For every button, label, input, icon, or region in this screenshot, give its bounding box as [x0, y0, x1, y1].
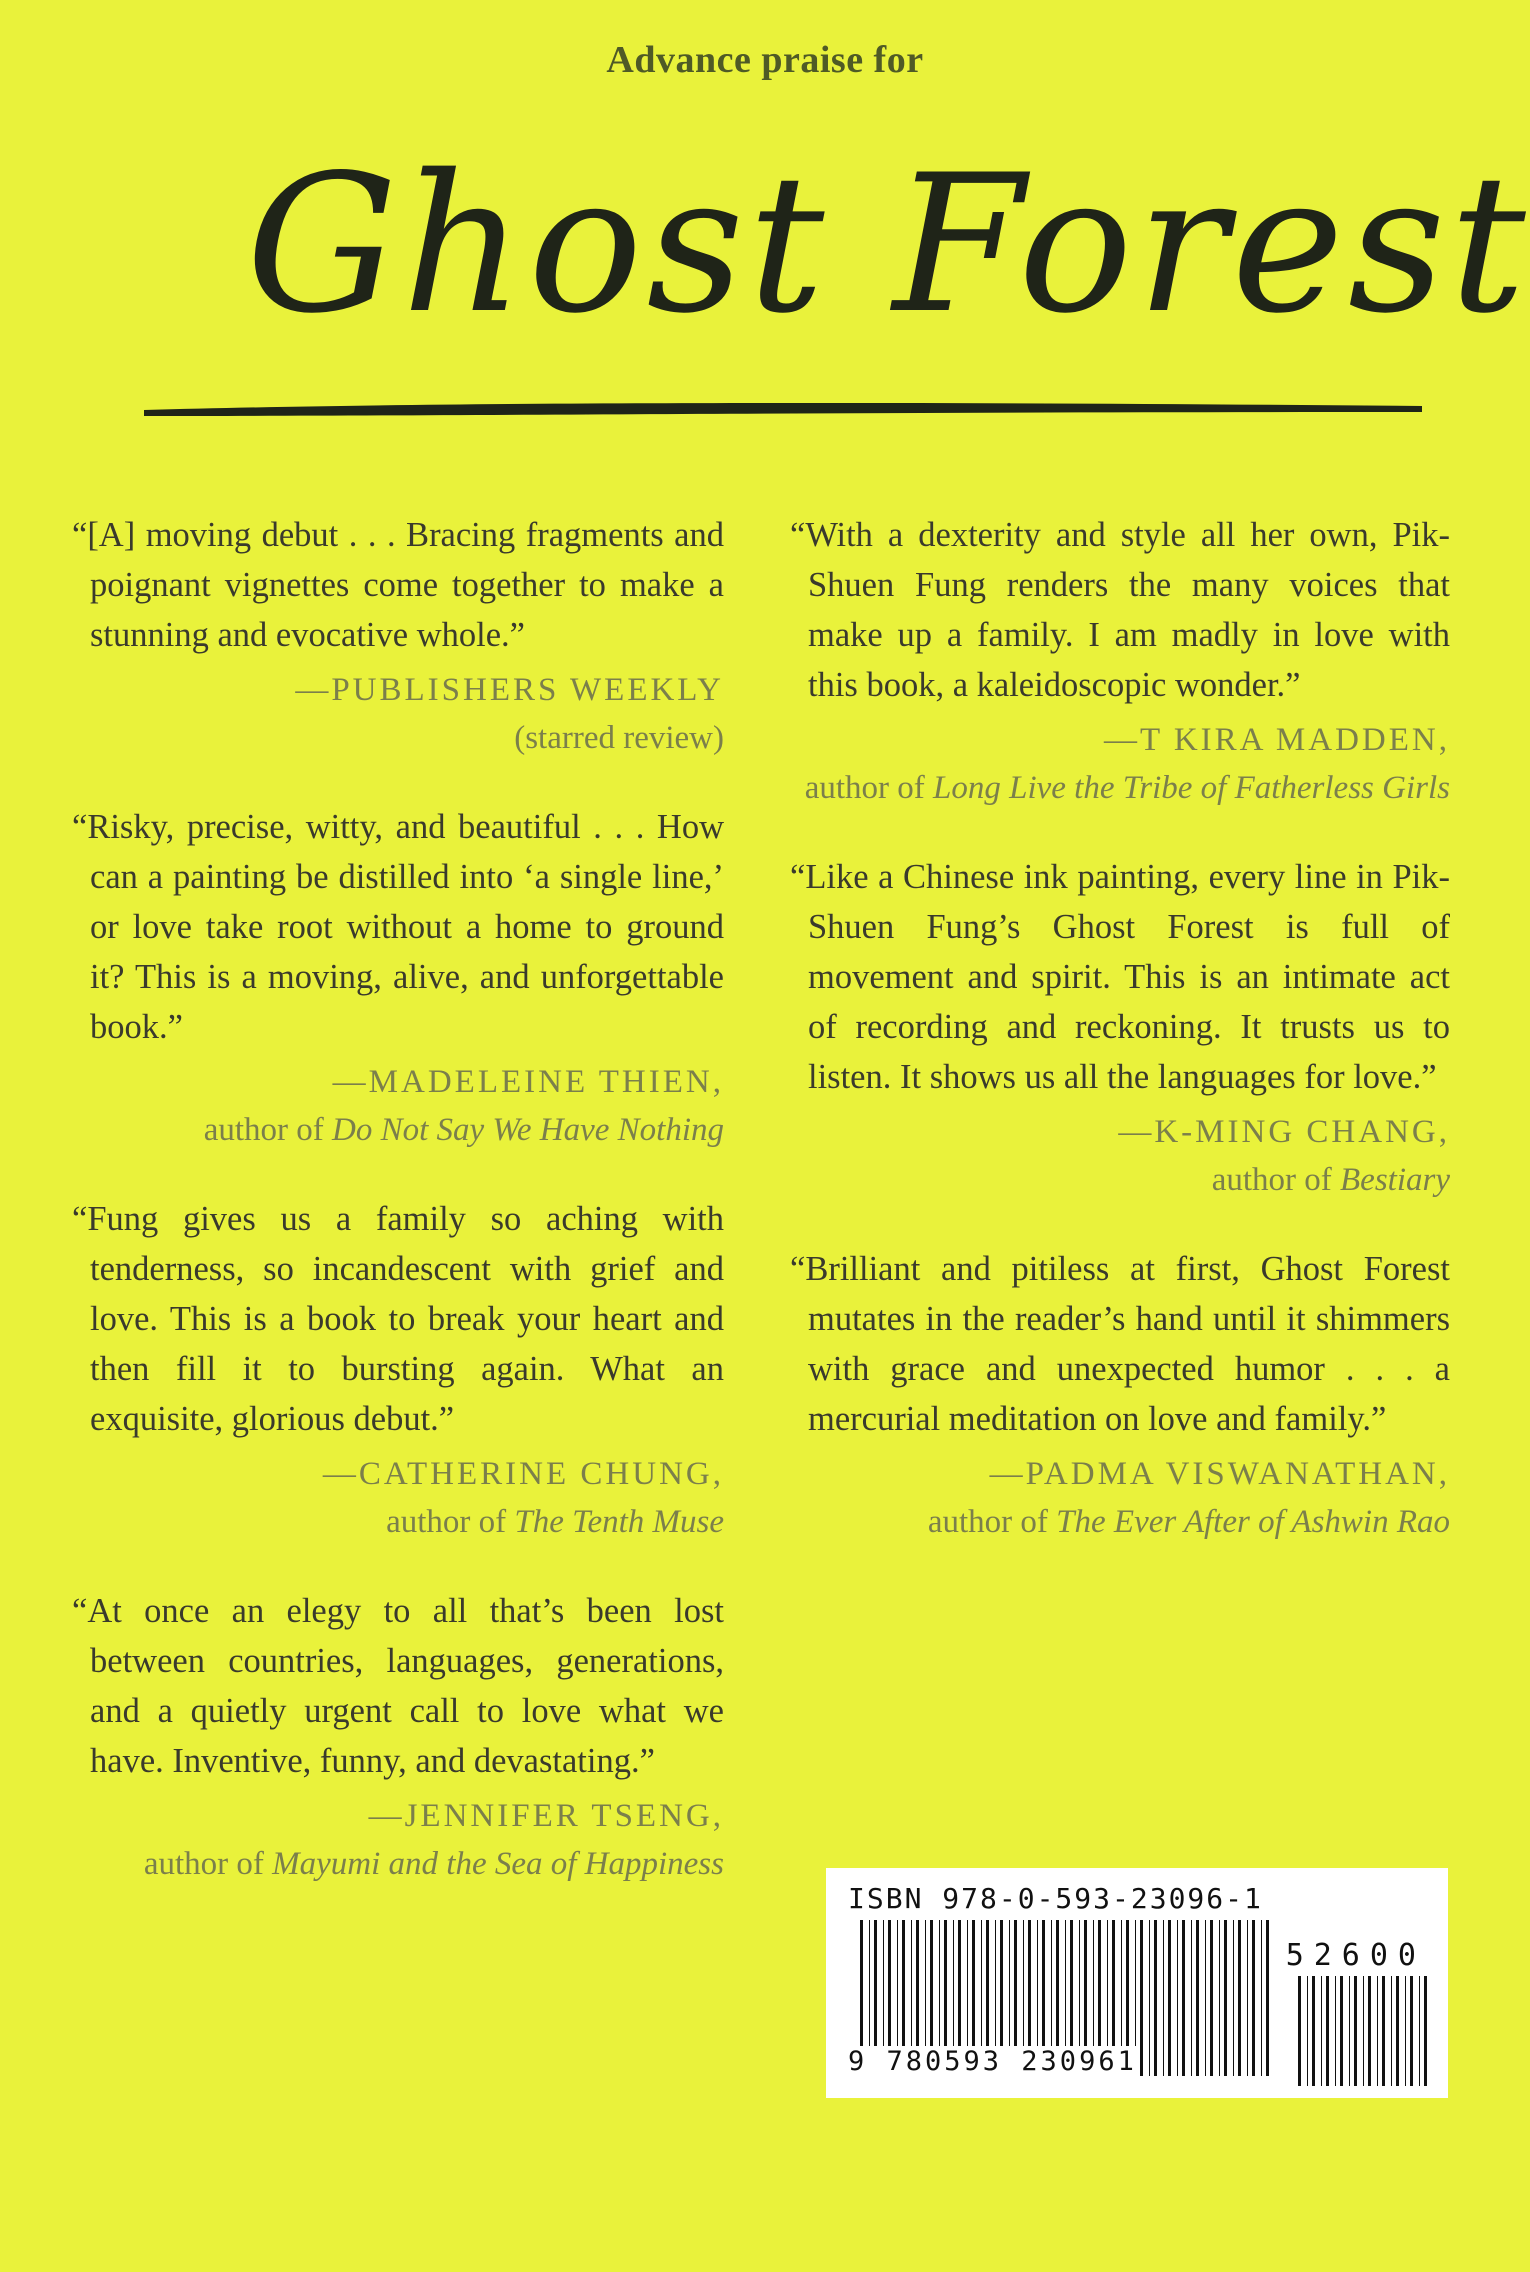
barcode-bar	[1363, 1976, 1364, 2086]
blurb-name: —CATHERINE CHUNG,	[322, 1456, 724, 1492]
blurb-name: —K-MING CHANG,	[1118, 1114, 1450, 1150]
blurb-attribution	[72, 1450, 724, 1546]
barcode-bar	[1377, 1976, 1378, 2086]
blurb-jennifer-tseng	[72, 1586, 724, 1888]
price-addon-barcode	[1298, 1976, 1428, 2086]
book-title	[236, 110, 1530, 410]
barcode-bar	[1163, 1920, 1164, 2076]
barcode-bar	[1410, 1976, 1413, 2086]
blurb-quote: “Like a Chinese ink painting, every line in Pik-Shuen Fung’s Ghost Forest is full of movement and spirit. This is an intimate act of recording and reckoning. It trusts us to listen. It shows us all the languages for love.”	[790, 858, 1450, 1096]
barcode-bar	[1247, 1920, 1248, 2076]
isbn-label: ISBN 978-0-593-23096-1	[848, 1882, 1263, 1915]
barcode-bar	[1266, 1920, 1269, 2076]
blurb-work: Do Not Say We Have Nothing	[332, 1112, 724, 1148]
title-underline	[142, 398, 1424, 420]
blurb-name: —MADELEINE THIEN,	[332, 1064, 724, 1100]
blurb-attribution	[72, 1792, 724, 1888]
price-code-label: 52600	[1285, 1938, 1426, 1973]
book-title-text: Ghost Forest	[246, 134, 1530, 355]
blurb-padma-viswanathan	[790, 1244, 1450, 1546]
blurb-name: —PUBLISHERS WEEKLY	[295, 672, 724, 708]
barcode-bar	[1191, 1920, 1192, 2076]
blurb-t-kira-madden	[790, 510, 1450, 812]
barcode-bar	[1224, 1920, 1227, 2076]
barcode-bar	[1261, 1920, 1262, 2076]
barcode-bar	[1140, 1920, 1143, 2076]
barcode-bar	[1391, 1976, 1392, 2086]
barcode-bar	[1168, 1920, 1171, 2076]
barcode-bar	[1154, 1920, 1157, 2076]
header-kicker: Advance praise for	[606, 39, 924, 81]
blurb-quote: “Brilliant and pitiless at first, Ghost Forest mutates in the reader’s hand until it shimmers with grace and unexpected humor . . . a mercurial meditation on love and family.”	[790, 1250, 1450, 1438]
barcode-bar	[1326, 1976, 1329, 2086]
barcode-bar	[1405, 1976, 1406, 2086]
barcode-bar	[1307, 1976, 1308, 2086]
blurb-detail: author of	[203, 1112, 324, 1148]
barcode-bar	[1368, 1976, 1371, 2086]
blurb-quote: “Risky, precise, witty, and beautiful . . . How can a painting be distilled into ‘a single line,’ or love take root without a home to ground it? This is a moving, alive, and unforgettable book.”	[72, 808, 724, 1046]
blurb-publishers-weekly	[72, 510, 724, 762]
blurb-catherine-chung	[72, 1194, 724, 1546]
barcode-bar	[1349, 1976, 1350, 2086]
blurb-detail: author of	[1211, 1162, 1332, 1198]
isbn-barcode-panel	[826, 1868, 1448, 2098]
blurb-detail: author of	[386, 1504, 507, 1540]
blurb-attribution	[72, 666, 724, 762]
right-blurbs-column	[790, 510, 1450, 1586]
blurb-k-ming-chang	[790, 852, 1450, 1204]
barcode-bar	[1340, 1976, 1343, 2086]
barcode-bar	[1233, 1920, 1234, 2076]
blurb-attribution	[790, 1450, 1450, 1546]
left-blurbs-column	[72, 510, 724, 1928]
blurb-attribution	[790, 1108, 1450, 1204]
blurb-quote: “With a dexterity and style all her own, Pik-Shuen Fung renders the many voices that make up a family. I am madly in love with this book, a kaleidoscopic wonder.”	[790, 516, 1450, 704]
blurb-work: Mayumi and the Sea of Happiness	[272, 1846, 724, 1882]
blurb-detail: author of	[804, 770, 925, 806]
blurb-quote: “[A] moving debut . . . Bracing fragments and poignant vignettes come together to make a stunning and evocative whole.”	[72, 516, 724, 654]
blurb-quote: “Fung gives us a family so aching with tenderness, so incandescent with grief and love. This is a book to break your heart and then fill it to bursting again. What an exquisite, glorious debut.”	[72, 1200, 724, 1438]
barcode-bar	[1196, 1920, 1199, 2076]
blurb-work: The Tenth Muse	[514, 1504, 724, 1540]
barcode-bar	[1396, 1976, 1399, 2086]
blurb-attribution	[790, 716, 1450, 812]
blurb-detail: author of	[143, 1846, 264, 1882]
barcode-bar	[1182, 1920, 1185, 2076]
barcode-bar	[1205, 1920, 1206, 2076]
barcode-bar	[1424, 1976, 1427, 2086]
barcode-bar	[1177, 1920, 1178, 2076]
blurb-detail: author of	[927, 1504, 1048, 1540]
barcode-bar	[1312, 1976, 1315, 2086]
barcode-bar	[1382, 1976, 1385, 2086]
blurb-madeleine-thien	[72, 802, 724, 1154]
barcode-digits: 9 780593 230961	[848, 2046, 1137, 2077]
barcode-bar	[1335, 1976, 1336, 2086]
barcode-bar	[1298, 1976, 1301, 2086]
blurb-attribution	[72, 1058, 724, 1154]
barcode-bar	[1252, 1920, 1255, 2076]
blurb-work: The Ever After of Ashwin Rao	[1056, 1504, 1450, 1540]
barcode-bar	[1210, 1920, 1213, 2076]
barcode-bar	[1219, 1920, 1220, 2076]
blurb-quote: “At once an elegy to all that’s been lost between countries, languages, generations, and a quietly urgent call to love what we have. Inventive, funny, and devastating.”	[72, 1592, 724, 1780]
barcode-bar	[1354, 1976, 1357, 2086]
blurb-detail: (starred review)	[514, 720, 724, 756]
blurb-work: Long Live the Tribe of Fatherless Girls	[932, 770, 1450, 806]
barcode-bar	[1321, 1976, 1322, 2086]
barcode-bar	[1238, 1920, 1241, 2076]
blurb-name: —PADMA VISWANATHAN,	[989, 1456, 1450, 1492]
barcode-bar	[1419, 1976, 1420, 2086]
blurb-name: —T KIRA MADDEN,	[1104, 722, 1450, 758]
blurb-name: —JENNIFER TSENG,	[368, 1798, 724, 1834]
blurb-work: Bestiary	[1340, 1162, 1450, 1198]
barcode-bar	[1149, 1920, 1150, 2076]
